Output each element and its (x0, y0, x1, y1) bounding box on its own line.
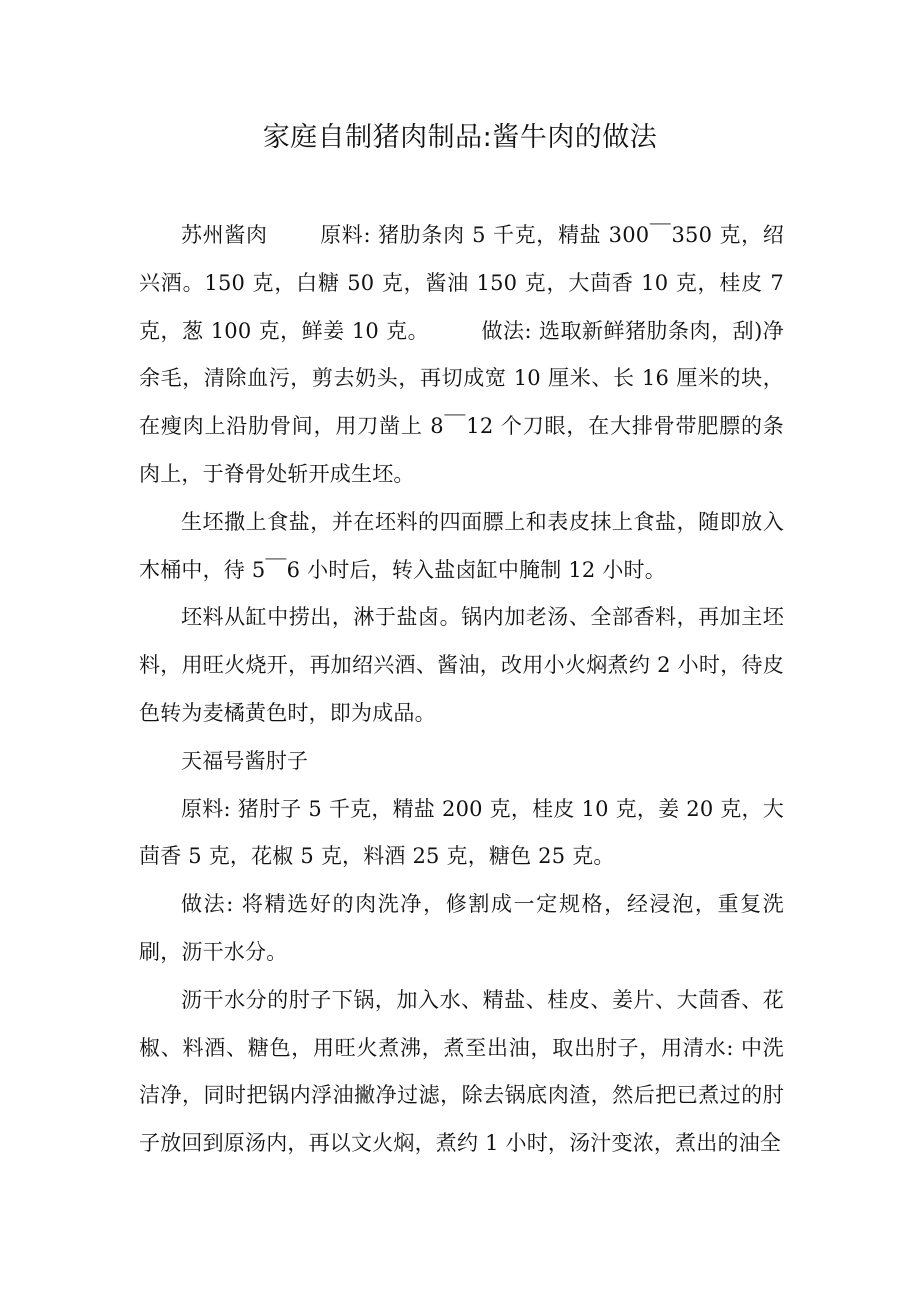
paragraph-cooking: 坯料从缸中捞出，淋于盐卤。锅内加老汤、全部香料，再加主坯料，用旺火烧开，再加绍兴酒、酱油，改用小火焖煮约 2 小时，待皮色转为麦橘黄色时，即为成品。 (139, 605, 784, 725)
document-title: 家庭自制猪肉制品:酱牛肉的做法 (262, 122, 658, 153)
document-body (139, 212, 784, 1168)
method-text-suzhou: 做法: 选取新鲜猪肋条肉，刮)净余毛，清除血污，剪去奶头，再切成宽 10 厘米、长 16 厘米的块，在瘦肉上沿肋骨间，用刀凿上 8￣12 个刀眼，在大排骨带肥膘的条肉上，于脊骨处斩开成生坯。 (139, 318, 784, 486)
paragraph-salting: 生坯撒上食盐，并在坯料的四面膘上和表皮抹上食盐，随即放入木桶中，待 5￣6 小时后，转入盐卤缸中腌制 12 小时。 (139, 509, 784, 582)
paragraph-method-tianfuhao: 做法: 将精选好的肉洗净，修割成一定规格，经浸泡，重复洗刷，沥干水分。 (139, 892, 784, 964)
paragraph-cooking-tianfuhao: 沥干水分的肘子下锅，加入水、精盐、桂皮、姜片、大茴香、花椒、料酒、糖色，用旺火煮沸，煮至出油，取出肘子，用清水: 中洗洁净，同时把锅内浮油撇净过滤，除去锅底肉渣，然后把已煮过的肘子放回到原汤内，再以文火焖，煮约 1 小时，汤汁变浓，煮出的油全 (139, 987, 784, 1156)
paragraph-suzhou-jiangrou (139, 212, 784, 499)
recipe-heading-tianfuhao: 天福号酱肘子 (181, 748, 309, 773)
recipe-heading-suzhou: 苏州酱肉 (181, 223, 268, 247)
paragraph-ingredients-tianfuhao: 原料: 猪肘子 5 千克，精盐 200 克，桂皮 10 克，姜 20 克，大茴香 5 克，花椒 5 克，料酒 25 克，糖色 25 克。 (139, 796, 784, 869)
ingredients-text-suzhou: 原料: 猪肋条肉 5 千克，精盐 300￣350 克，绍兴酒。150 克，白糖 50 克，酱油 150 克，大茴香 10 克，桂皮 7 克，葱 100 克，鲜姜 10 克。 (139, 223, 784, 343)
